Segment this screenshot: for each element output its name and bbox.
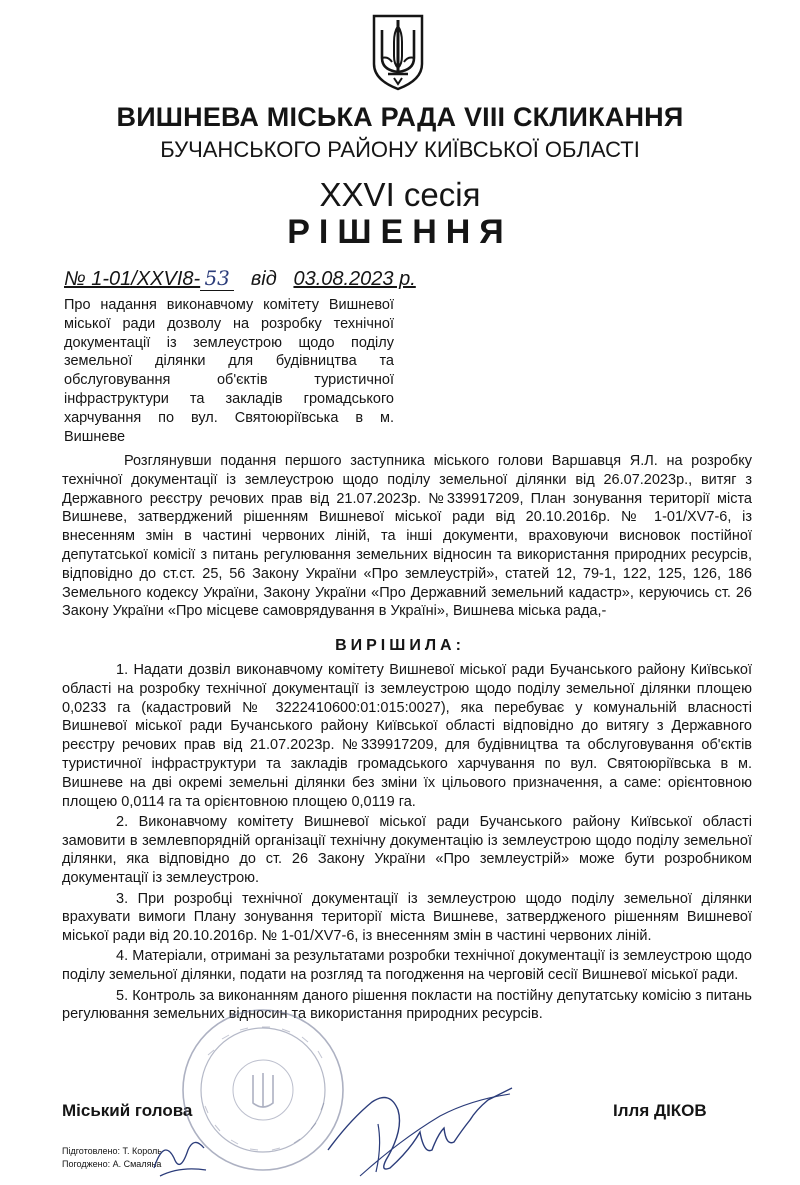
mayor-title: Міський голова — [62, 1101, 193, 1120]
handwritten-number: 53 — [200, 266, 234, 291]
council-subtitle: БУЧАНСЬКОГО РАЙОНУ КИЇВСЬКОЇ ОБЛАСТІ — [160, 137, 640, 162]
session-title: XXVI сесія — [319, 176, 481, 213]
decision-item-3: 3. При розробці технічної документації із землеустрою щодо поділу земельної ділянки врахувати вимоги Плану зонування території міста Вишневе, затвердженого рішенням Вишневої міської ради від 20.10.2016р. № 1-01/XV7-6, із внесенням змін в частині червоних ліній. — [62, 890, 752, 945]
from-word: від — [250, 268, 277, 290]
decision-number-line — [64, 266, 464, 291]
handwritten-signature — [320, 1080, 520, 1185]
decision-item-4: 4. Матеріали, отримані за результатами розробки технічної документації із землеустрою щодо поділу земельної ділянки, подати на розгляд та погодження на черговій сесії Вишневої міської ради. — [62, 948, 752, 984]
mayor-name: Ілля ДІКОВ — [613, 1101, 707, 1120]
decision-items — [62, 661, 752, 1026]
preamble-paragraph: Розглянувши подання першого заступника міського голови Варшавця Я.Л. на розробку технічної документації із землеустрою щодо поділу земельної ділянки від 26.07.2023р., витяг з Державного реєстру речових прав від 21.07.2023р. №339917209, План зонування території міста Вишневе, затверджений рішенням Вишневої міської ради від 20.10.2016р. № 1-01/XV7-6, із внесенням змін в частині червоних ліній, та інші документи, враховуючи висновок постійної депутатської комісії з питань регулювання земельних відносин та використання природних ресурсів, відповідно до ст.ст. 25, 56 Закону України «Про землеустрій», статей 12, 79-1, 122, 125, 126, 186 Земельного кодексу України, Закону України «Про Державний земельний кадастр», керуючись ст. 26 Закону України «Про місцеве самоврядування в Україні», Вишнева міська рада,- — [62, 453, 752, 620]
decision-item-2: 2. Виконавчому комітету Вишневої міської ради Бучанського району Київської області замовити в землевпорядній організації технічну документацію із землеустрою щодо поділу земельної ділянки, яка відповідно до ст. 26 Закону України «Про землеустрій» може бути розробником документації із землеустрою. — [62, 813, 752, 887]
decision-item-5: 5. Контроль за виконанням даного рішення покласти на постійну депутатську комісію з питань регулювання земельних відносин та використання природних ресурсів. — [62, 987, 752, 1023]
decision-date: 03.08.2023 р. — [293, 268, 416, 290]
council-title: ВИШНЕВА МІСЬКА РАДА VIII СКЛИКАННЯ — [116, 102, 684, 132]
decision-item-1: 1. Надати дозвіл виконавчому комітету Вишневої міської ради Бучанського району Київської області на розробку технічної документації із землеустрою щодо поділу земельної ділянки площею 0,0233 га (кадастровий № 3222410600:01:015:0027), яка перебуває у комунальній власності Вишневої міської ради Бучанського району Київської області відповідно до витягу з Державного реєстру речових прав від 21.07.2023р. №339917209, для будівництва та обслуговування об'єктів туристичної інфраструктури та закладів громадського харчування по вул. Святоюріївська в м. Вишневе на дві окремі земельні ділянки без зміни їх цільового призначення, а саме: орієнтовною площею 0,0114 га та орієнтовною площею 0,0119 га. — [62, 662, 752, 810]
agreed-by: Погоджено: А. Смаляна — [62, 1159, 162, 1169]
trident-emblem-icon — [370, 12, 426, 92]
prepared-by: Підготовлено: Т. Король — [62, 1146, 162, 1156]
decision-subject: Про надання виконавчому комітету Вишневої міської ради дозволу на розробку технічної документації із землеустрою щодо поділу земельної ділянки для будівництва та обслуговування об'єктів туристичної інфраструктури та закладів громадського харчування по вул. Святоюріївська в м. Вишневе — [64, 297, 394, 445]
decision-number: № 1-01/XXVI8- — [64, 268, 201, 290]
decision-heading: РІШЕННЯ — [287, 213, 513, 251]
handwritten-initials — [150, 1130, 210, 1180]
resolved-heading: ВИРІШИЛА: — [335, 637, 465, 654]
